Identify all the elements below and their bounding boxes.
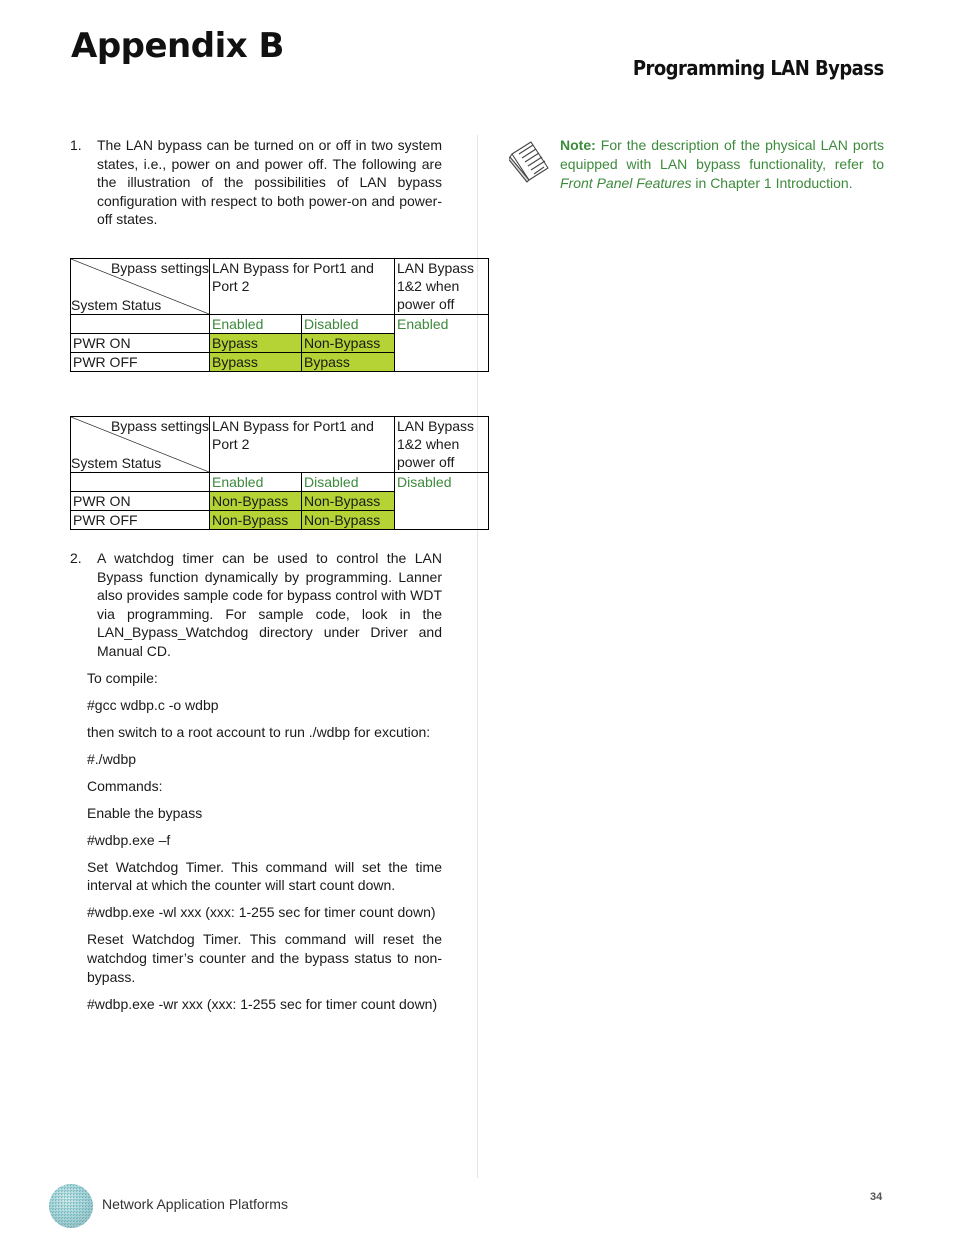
system-status-label: System Status — [71, 296, 162, 313]
table-header-row — [71, 258, 489, 314]
system-status-label: System Status — [71, 454, 162, 471]
page-number: 34 — [870, 1191, 883, 1203]
code-line: #wdbp.exe -wr xxx (xxx: 1-255 sec for timer count down) — [87, 995, 438, 1012]
cell-enabled: Non-Bypass — [210, 510, 302, 529]
code-line: #gcc wdbp.c -o wdbp — [87, 696, 219, 713]
cell-disabled: Non-Bypass — [302, 333, 395, 352]
power-off-state: Enabled — [395, 314, 489, 371]
sub-disabled: Disabled — [302, 314, 395, 333]
instruction-line: Reset Watchdog Timer. This command will reset the watchdog timer’s counter and the bypass status to non-bypass. — [87, 931, 442, 985]
cell-disabled: Non-Bypass — [302, 491, 395, 510]
list-item-1 — [70, 136, 442, 229]
note-box — [509, 136, 884, 193]
row-status: PWR OFF — [71, 352, 210, 371]
row-status: PWR ON — [71, 333, 210, 352]
code-line: #./wdbp — [87, 750, 137, 767]
note-text — [560, 136, 884, 193]
sub-enabled: Enabled — [210, 314, 302, 333]
note-body: For the description of the physical LAN ports equipped with LAN bypass functionality, refer to — [560, 137, 885, 172]
instruction-line: then switch to a root account to run ./wdbp for excution: — [87, 723, 431, 740]
code-line: #wdbp.exe -wl xxx (xxx: 1-255 sec for timer count down) — [87, 904, 436, 921]
header-port-bypass: LAN Bypass for Port1 and Port 2 — [210, 258, 395, 314]
instruction-block — [70, 669, 442, 1013]
cell-disabled: Bypass — [302, 352, 395, 371]
header-power-off: LAN Bypass 1&2 when power off — [395, 416, 489, 472]
instruction-line: Enable the bypass — [87, 804, 203, 821]
appendix-title: Appendix B — [71, 26, 284, 66]
header-power-off: LAN Bypass 1&2 when power off — [395, 258, 489, 314]
list-item-2 — [70, 549, 442, 661]
empty-cell — [71, 472, 210, 491]
footer-text: Network Application Platforms — [102, 1196, 288, 1212]
note-label: Note: — [560, 137, 596, 153]
cell-disabled: Non-Bypass — [302, 510, 395, 529]
sub-disabled: Disabled — [302, 472, 395, 491]
instruction-line: Commands: — [87, 777, 163, 794]
bypass-table-disabled — [70, 416, 489, 530]
table-corner-cell — [71, 416, 210, 472]
empty-cell — [71, 314, 210, 333]
sub-enabled: Enabled — [210, 472, 302, 491]
note-paper-icon — [509, 138, 551, 184]
note-reference: Front Panel Features — [560, 175, 692, 191]
left-column — [70, 136, 475, 1013]
instruction-line: To compile: — [87, 669, 158, 686]
bypass-table-enabled — [70, 258, 489, 372]
bypass-settings-label: Bypass settings — [110, 259, 209, 276]
list-number: 2. — [70, 549, 82, 566]
power-off-state: Disabled — [395, 472, 489, 529]
table-subheader-row — [71, 314, 489, 333]
list-number: 1. — [70, 137, 82, 153]
list-text: The LAN bypass can be turned on or off in two system states, i.e., power on and power off. The following are the illustration of the possibilities of LAN bypass configuration with respect to both power-on and power-off states. — [97, 137, 442, 228]
instruction-line: Set Watchdog Timer. This command will set the time interval at which the counter will start count down. — [87, 858, 442, 894]
table-header-row — [71, 416, 489, 472]
row-status: PWR OFF — [71, 510, 210, 529]
header-port-bypass: LAN Bypass for Port1 and Port 2 — [210, 416, 395, 472]
note-body-end: in Chapter 1 Introduction. — [695, 175, 853, 191]
code-line: #wdbp.exe –f — [87, 831, 171, 848]
cell-enabled: Bypass — [210, 333, 302, 352]
table-corner-cell — [71, 258, 210, 314]
list-text: A watchdog timer can be used to control the LAN Bypass function dynamically by programming. Lanner also provides sample code for bypass control with WDT via programming. For sample code, look in the LAN_Bypass_Watchdog directory under Driver and Manual CD. — [97, 549, 442, 659]
bypass-settings-label: Bypass settings — [110, 417, 209, 434]
cell-enabled: Non-Bypass — [210, 491, 302, 510]
section-title: Programming LAN Bypass — [633, 56, 884, 80]
lanner-globe-logo — [48, 1183, 94, 1229]
table-subheader-row — [71, 472, 489, 491]
row-status: PWR ON — [71, 491, 210, 510]
cell-enabled: Bypass — [210, 352, 302, 371]
